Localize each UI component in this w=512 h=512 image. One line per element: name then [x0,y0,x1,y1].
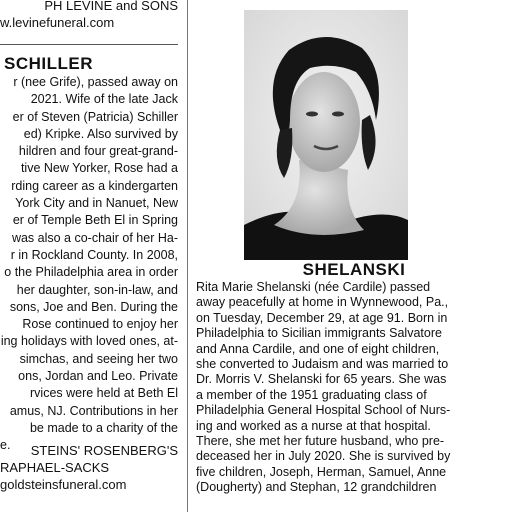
body-line: five children, Joseph, Herman, Samuel, Anne [196,464,447,479]
body-line: away peacefully at home in Wynnewood, Pa., [196,295,449,310]
body-line: rvices were held at Beth El [30,386,178,401]
funeral-home-name: PH LEVINE and SONS [44,0,178,13]
body-line: tive New Yorker, Rose had a [20,161,178,176]
funeral-home-website: w.levinefuneral.com [0,15,115,30]
body-line: York City and in Nanuet, New [15,196,178,211]
body-line: rding career as a kindergarten [11,178,178,193]
funeral-home-name: STEINS' ROSENBERG'S [30,443,178,458]
body-line: simchas, and seeing her two [19,351,178,366]
right-obituary-column [196,0,512,512]
body-line: r (nee Grife), passed away on [13,75,178,89]
column-divider [187,0,188,512]
body-line: be made to a charity of the [29,420,178,435]
obituary-name-schiller: SCHILLER [4,54,93,73]
body-line: er of Temple Beth El in Spring [12,213,178,228]
body-line: o the Philadelphia area in order [4,265,178,280]
body-line: (Dougherty) and Stephan, 12 grandchildren [196,480,437,495]
body-line: hildren and four great-grand- [18,144,178,159]
body-line: on Tuesday, December 29, at age 91. Born in [196,310,448,325]
body-line: Philadelphia General Hospital School of Nurs- [196,403,451,418]
body-line: Philadelphia to Sicilian immigrants Salvatore [196,326,442,341]
section-rule [0,44,178,45]
body-line: Rita Marie Shelanski (née Cardile) passed [196,280,431,294]
body-line: ing and worked as a nurse at that hospital. [196,418,431,433]
body-line: her daughter, son-in-law, and [16,282,178,297]
body-line: deceased her in July 2020. She is survived by [196,449,451,464]
portrait-photo [244,10,408,260]
funeral-home-name: RAPHAEL-SACKS [0,460,110,475]
body-line: ed) Kripke. Also survived by [23,126,178,141]
body-line: sons, Joe and Ben. During the [9,299,178,314]
obituary-body-schiller [0,74,178,455]
body-line: amus, NJ. Contributions in her [9,403,178,418]
body-line: 2021. Wife of the late Jack [30,92,178,107]
left-obituary-column [0,0,178,512]
body-line: ons, Jordan and Leo. Private [18,369,178,384]
obituary-name-shelanski: SHELANSKI [302,260,406,279]
body-line: er of Steven (Patricia) Schiller [12,109,178,124]
body-line: Rose continued to enjoy her [22,317,178,332]
body-line: and Anna Cardile, and one of eight children, [196,341,440,356]
body-line: she converted to Judaism and was married to [196,357,449,372]
body-line: There, she met her future husband, who pre- [196,434,445,449]
funeral-home-website: goldsteinsfuneral.com [0,477,127,492]
body-line: was also a co-chair of her Ha- [11,230,178,245]
obituary-body-shelanski [196,280,512,496]
body-line: r in Rockland County. In 2008, [10,247,178,262]
body-line: ing holidays with loved ones, at- [0,334,178,349]
body-line: a member of the 1951 graduating class of [196,387,427,402]
body-line: e. [0,438,11,453]
body-line: Dr. Morris V. Shelanski for 65 years. She was [196,372,447,387]
